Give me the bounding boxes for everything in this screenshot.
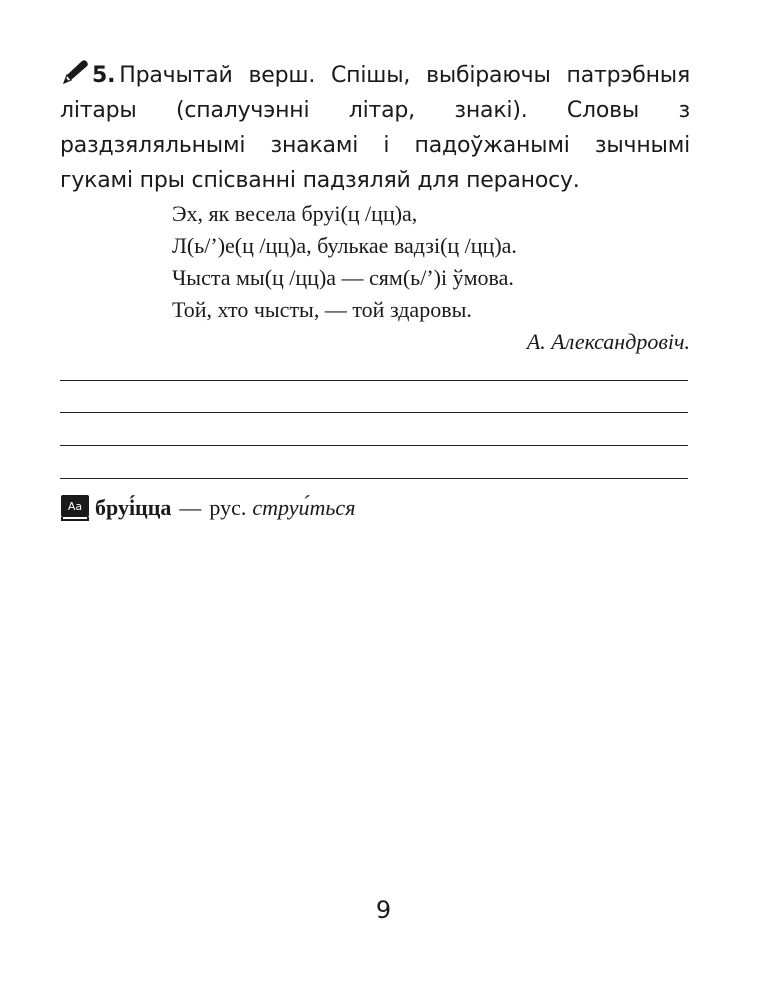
writing-line-2[interactable] xyxy=(60,412,688,413)
vocabulary-dash: — xyxy=(179,495,202,520)
dictionary-icon-label: Aa xyxy=(67,500,83,513)
poem xyxy=(172,198,692,326)
writing-line-3[interactable] xyxy=(60,445,688,446)
vocabulary-word: бруі́цца xyxy=(95,495,172,520)
poem-line: Эх, як весела бруі(ц /цц)а, xyxy=(172,201,418,226)
writing-line-4[interactable] xyxy=(60,478,688,479)
poem-line: Чыста мы(ц /цц)а — сям(ь/’)і ўмова. xyxy=(172,265,514,290)
writing-line-1[interactable] xyxy=(60,380,688,381)
pen-icon xyxy=(60,59,90,85)
task-number: 5. xyxy=(92,63,116,88)
poem-line: Л(ь/’)е(ц /цц)а, булькае вадзі(ц /цц)а. xyxy=(172,233,517,258)
vocabulary-note xyxy=(60,493,355,523)
task-block xyxy=(60,58,690,198)
vocabulary-language: рус. xyxy=(209,495,247,520)
task-instruction: Прачытай верш. Спішы, выбіраючы патрэбныя літары (спалучэнні літар, знакі). Словы з раздзяляльнымі знакамі і падоўжанымі зычнымі гукамі пры спісванні падзяляй для пераносу. xyxy=(60,63,690,193)
vocabulary-translation: струи́ться xyxy=(252,495,356,520)
poem-author: А. Александровіч. xyxy=(526,329,690,354)
poem-line: Той, хто чысты, — той здаровы. xyxy=(172,297,472,322)
dictionary-icon xyxy=(60,494,90,522)
page-number: 9 xyxy=(375,896,392,924)
